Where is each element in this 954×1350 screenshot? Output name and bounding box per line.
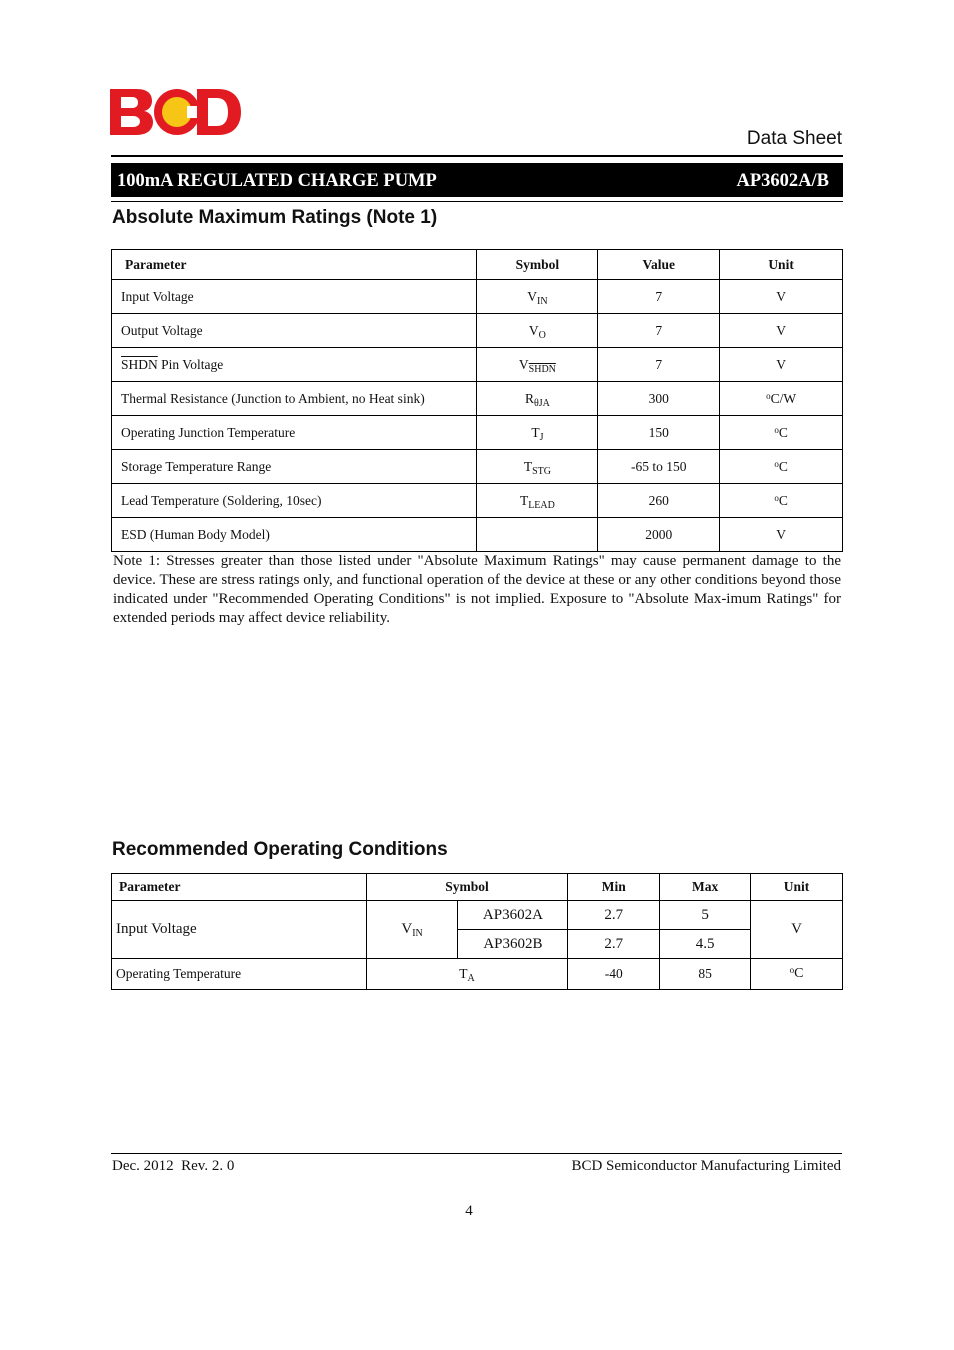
- table-row: [112, 382, 843, 416]
- symbol-cell: $V_{SHDN}$: [477, 348, 598, 382]
- symbol-cell: $V_O$: [477, 314, 598, 348]
- symbol-cell: $R_{\theta JA}$: [477, 382, 598, 416]
- value-cell: 7: [598, 280, 720, 314]
- footer-company: BCD Semiconductor Manufacturing Limited: [571, 1158, 841, 1174]
- column-header: Parameter: [112, 874, 367, 901]
- column-header: Min: [568, 874, 660, 901]
- value-cell: 300: [598, 382, 720, 416]
- param-cell: Operating Temperature: [112, 959, 367, 990]
- title-bar: [111, 163, 843, 197]
- abs-max-heading: Absolute Maximum Ratings (Note 1): [112, 207, 438, 228]
- unit-cell: V: [720, 518, 843, 552]
- table-row: [112, 314, 843, 348]
- value-cell: -65 to 150: [598, 450, 720, 484]
- footer-date-rev: Dec. 2012 Rev. 2. 0: [112, 1158, 235, 1174]
- table-header-row: [112, 874, 843, 901]
- table-header-row: [112, 250, 843, 280]
- column-header: Symbol: [477, 250, 598, 280]
- footer-rule: [111, 1153, 842, 1154]
- table-row: [112, 959, 843, 990]
- title-underline: [111, 201, 843, 202]
- note-1: Note 1: Stresses greater than those listed under "Absolute Maximum Ratings" may cause permanent damage to the device. These are stress ratings only, and functional operation of the device at these or any other conditions beyond those indicated under "Recommended Operating Conditions" is not implied. Exposure to "Absolute Max-imum Ratings" for extended periods may affect device reliability.: [113, 553, 841, 626]
- param-cell: SHDN Pin Voltage: [112, 348, 477, 382]
- unit-cell: $^o$C: [720, 416, 843, 450]
- value-cell: 7: [598, 314, 720, 348]
- symbol-cell: $V_{IN}$: [477, 280, 598, 314]
- doc-type-label: Data Sheet: [746, 128, 842, 149]
- value-cell: 260: [598, 484, 720, 518]
- param-cell: Output Voltage: [112, 314, 477, 348]
- table-row: [112, 450, 843, 484]
- table-row: [112, 280, 843, 314]
- page-number: 4: [465, 1203, 473, 1219]
- part-cell: AP3602B: [458, 930, 568, 959]
- rec-op-heading: Recommended Operating Conditions: [112, 839, 448, 860]
- unit-cell: V: [720, 280, 843, 314]
- param-cell: Input Voltage: [112, 901, 367, 959]
- part-cell: AP3602A: [458, 901, 568, 930]
- table-row: [112, 348, 843, 382]
- header-rule: [111, 155, 843, 157]
- param-cell: Storage Temperature Range: [112, 450, 477, 484]
- column-header: Max: [660, 874, 751, 901]
- symbol-cell: [477, 518, 598, 552]
- column-header: Parameter: [112, 250, 477, 280]
- param-cell: Lead Temperature (Soldering, 10sec): [112, 484, 477, 518]
- product-title: 100mA REGULATED CHARGE PUMP: [117, 170, 437, 191]
- min-cell: 2.7: [568, 901, 660, 930]
- table-row: [112, 416, 843, 450]
- param-cell: ESD (Human Body Model): [112, 518, 477, 552]
- part-number: AP3602A/B: [736, 170, 829, 191]
- bcd-logo: [110, 89, 241, 135]
- rec-op-table: [111, 873, 843, 990]
- param-cell: Input Voltage: [112, 280, 477, 314]
- unit-cell: $^o$C: [751, 959, 843, 990]
- min-cell: -40: [568, 959, 660, 990]
- value-cell: 2000: [598, 518, 720, 552]
- abs-max-table: [111, 249, 843, 552]
- unit-cell: V: [720, 314, 843, 348]
- max-cell: 5: [660, 901, 751, 930]
- symbol-cell: $T_{STG}$: [477, 450, 598, 484]
- table-row: [112, 901, 843, 930]
- table-row: [112, 484, 843, 518]
- column-header: Unit: [720, 250, 843, 280]
- unit-cell: V: [751, 901, 843, 959]
- symbol-cell: $T_{LEAD}$: [477, 484, 598, 518]
- value-cell: 7: [598, 348, 720, 382]
- symbol-cell: $V_{IN}$: [366, 901, 458, 959]
- symbol-cell: $T_J$: [477, 416, 598, 450]
- unit-cell: $^o$C: [720, 450, 843, 484]
- value-cell: 150: [598, 416, 720, 450]
- column-header: Value: [598, 250, 720, 280]
- unit-cell: $^o$C: [720, 484, 843, 518]
- table-row: [112, 518, 843, 552]
- max-cell: 4.5: [660, 930, 751, 959]
- unit-cell: V: [720, 348, 843, 382]
- column-header: Symbol: [366, 874, 568, 901]
- min-cell: 2.7: [568, 930, 660, 959]
- unit-cell: $^o$C/W: [720, 382, 843, 416]
- param-cell: Operating Junction Temperature: [112, 416, 477, 450]
- column-header: Unit: [751, 874, 843, 901]
- symbol-cell: $T_A$: [366, 959, 568, 990]
- max-cell: 85: [660, 959, 751, 990]
- param-cell: Thermal Resistance (Junction to Ambient, no Heat sink): [112, 382, 477, 416]
